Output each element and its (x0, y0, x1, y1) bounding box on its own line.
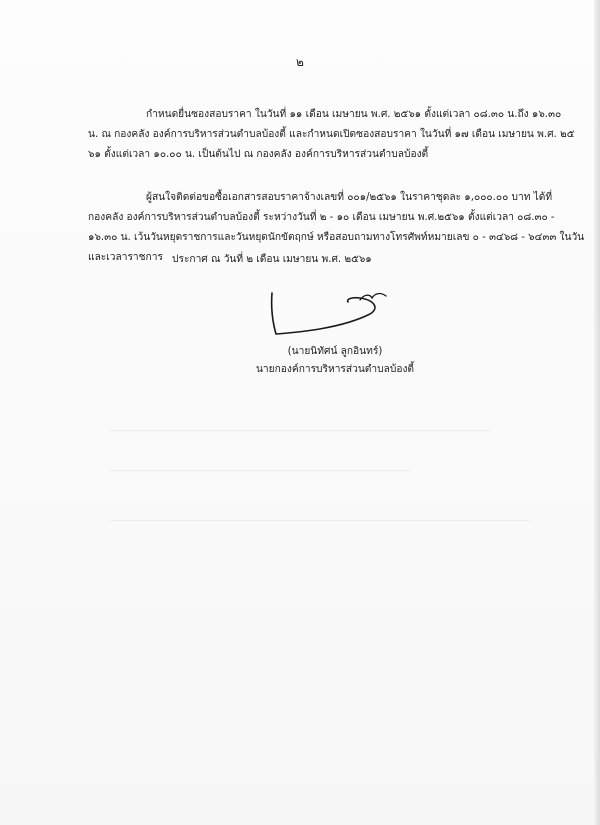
page-number: ๒ (296, 55, 304, 69)
signer-name: (นายนิทัศน์ ลูกอินทร์) (287, 346, 383, 357)
bleed-through-line (110, 430, 490, 431)
bleed-through-line (110, 470, 410, 471)
paragraph-line: กำหนดยื่นซองสอบราคา ในวันที่ ๑๑ เดือน เมษายน พ.ศ. ๒๕๖๑ ตั้งแต่เวลา ๐๘.๓๐ น.ถึง ๑๖.๓๐ (146, 109, 562, 120)
paragraph-bid-submission (88, 105, 575, 165)
handwritten-signature (262, 288, 392, 343)
paragraph-line: ผู้สนใจติดต่อขอซื้อเอกสารสอบราคาจ้างเลขที่ ๐๐๑/๒๕๖๑ ในราคาชุดละ ๑,๐๐๐.๐๐ บาท ได้ที่ (146, 192, 553, 203)
signer-title: นายกองค์การบริหารส่วนตำบลบ้องตี้ (255, 364, 415, 375)
paragraph-line: กองคลัง องค์การบริหารส่วนตำบลบ้องตี้ ระหว่างวันที่ ๒ - ๑๐ เดือน เมษายน พ.ศ.๒๕๖๑ ตั้งแต่เวลา ๐๘.๓๐ - (88, 212, 555, 223)
paragraph-line: ๖๑ ตั้งแต่เวลา ๑๐.๐๐ น. เป็นต้นไป ณ กองคลัง องค์การบริหารส่วนตำบลบ้องตี้ (88, 149, 429, 160)
bleed-through-line (110, 520, 530, 521)
paragraph-line: ๑๖.๓๐ น. เว้นวันหยุดราชการและวันหยุดนักขัตฤกษ์ หรือสอบถามทางโทรศัพท์หมายเลข ๐ - ๓๔๖๘ - ๖๔๓๓ ในวัน (88, 232, 585, 243)
paragraph-line: น. ณ กองคลัง องค์การบริหารส่วนตำบลบ้องตี้ และกำหนดเปิดซองสอบราคา ในวันที่ ๑๗ เดือน เมษายน พ.ศ. ๒๕ (88, 129, 575, 140)
announcement-date: ประกาศ ณ วันที่ ๒ เดือน เมษายน พ.ศ. ๒๕๖๑ (172, 254, 372, 265)
page-edge-shadow (594, 0, 600, 825)
paragraph-line: และเวลาราชการ (88, 252, 163, 263)
